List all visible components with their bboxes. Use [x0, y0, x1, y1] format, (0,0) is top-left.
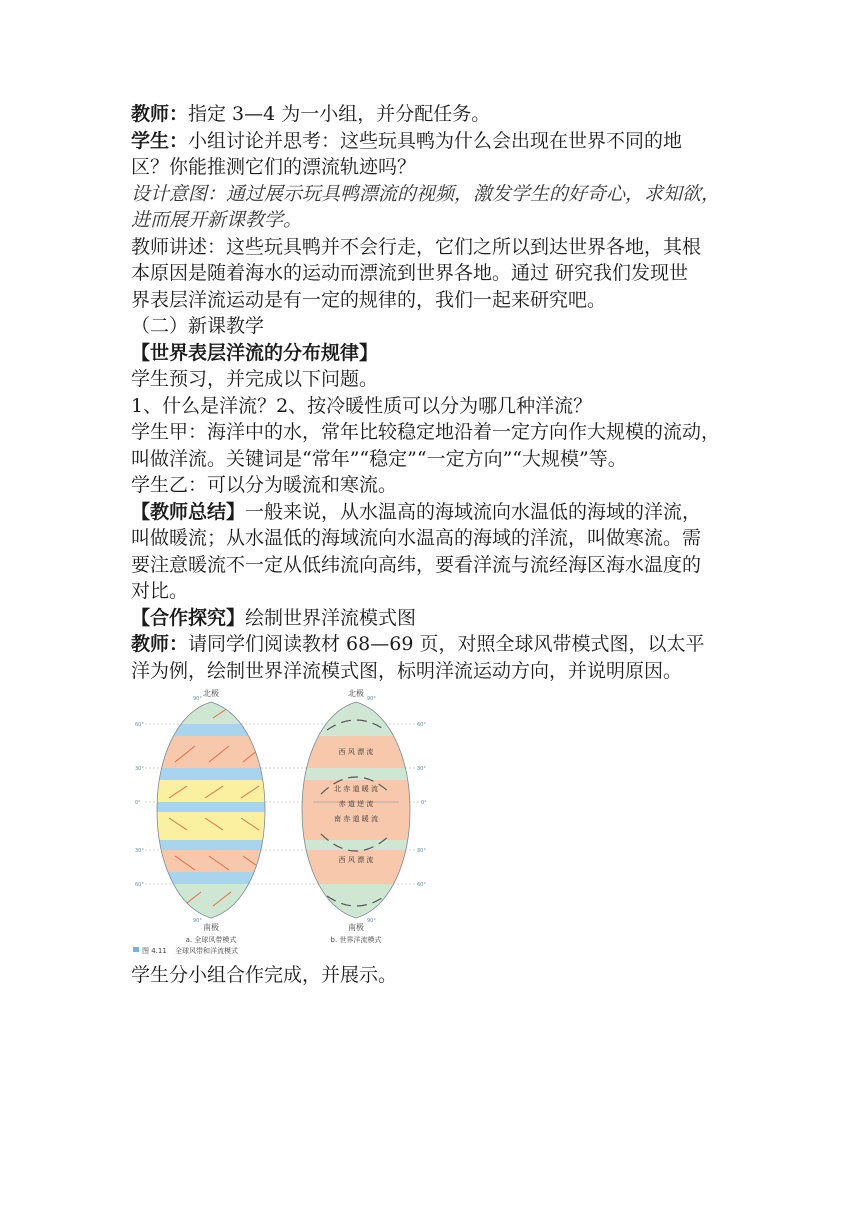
- north-pole-label-a: 北极: [203, 689, 219, 698]
- speaker-label: 教师：: [131, 103, 189, 125]
- teacher-summary: [131, 499, 737, 526]
- topic-heading: 【世界表层洋流的分布规律】: [131, 341, 379, 364]
- speaker-label: 教师：: [131, 633, 189, 655]
- question-text: 1、什么是洋流？2、按冷暖性质可以分为哪几种洋流？: [131, 394, 593, 417]
- svg-text:30°: 30°: [417, 766, 426, 772]
- paragraph-text: 学生预习，并完成以下问题。: [131, 368, 379, 390]
- lesson-text: [131, 101, 737, 684]
- svg-text:30°: 30°: [135, 848, 144, 854]
- wind-and-current-figure: [131, 684, 431, 956]
- svg-text:60°: 60°: [417, 722, 426, 728]
- label-south-equatorial: 南 赤 道 暖 流: [334, 815, 378, 823]
- inquiry-label: 【合作探究】: [131, 606, 246, 629]
- paragraph-text: 洋为例，绘制世界洋流模式图，标明洋流运动方向，并说明原因。: [131, 659, 683, 682]
- paragraph-student-discuss: [131, 128, 737, 155]
- svg-text:90°: 90°: [193, 918, 202, 924]
- paragraph-text: 叫做暖流；从水温低的海域流向水温高的海域的洋流，叫做寒流。需: [131, 527, 702, 549]
- paragraph-text: 指定 3—4 为一小组，并分配任务。: [188, 103, 491, 125]
- figure-marker: [133, 947, 139, 952]
- figure-diagram: [131, 684, 431, 956]
- cooperative-inquiry: [131, 605, 737, 632]
- south-pole-label-a: 南极: [203, 923, 219, 932]
- speaker-label: 学生：: [131, 129, 189, 152]
- paragraph-text: 小组讨论并思考：这些玩具鸭为什么会出现在世界不同的地: [188, 129, 683, 152]
- teacher-lecture-text: 界表层洋流运动是有一定的规律的，我们一起来研究吧。: [131, 288, 607, 311]
- section-heading: （二）新课教学: [131, 315, 265, 337]
- svg-text:30°: 30°: [417, 848, 426, 854]
- svg-text:0°: 0°: [135, 800, 141, 806]
- svg-text:60°: 60°: [417, 882, 426, 888]
- teacher-instruction: [131, 631, 737, 658]
- paragraph-teacher-assign: [131, 101, 737, 128]
- label-west-wind-drift-north: 西 风 漂 流: [338, 748, 374, 756]
- label-north-equatorial: 北 赤 道 暖 流: [334, 785, 378, 793]
- caption-b: b. 世界洋流模式: [330, 936, 382, 944]
- globe-wind-belts: [131, 698, 291, 924]
- design-intent-text: 设计意图：通过展示玩具鸭漂流的视频，激发学生的好奇心，求知欲，: [131, 182, 721, 205]
- label-west-wind-drift-south: 西 风 漂 流: [338, 856, 374, 864]
- paragraph-text: 请同学们阅读教材 68—69 页，对照全球风带模式图，以太平: [188, 633, 705, 655]
- paragraph-text: 区？你能推测它们的漂流轨迹吗？: [131, 156, 417, 178]
- svg-text:90°: 90°: [367, 696, 376, 702]
- closing-text: 学生分小组合作完成，并展示。: [131, 964, 398, 986]
- paragraph-text: 要注意暖流不一定从低纬流向高纬，要看洋流与流经海区海水温度的: [131, 553, 702, 576]
- summary-label: 【教师总结】: [131, 500, 246, 523]
- student-answer-text: 学生乙：可以分为暖流和寒流。: [131, 474, 398, 496]
- caption-a: a. 全球风带模式: [185, 936, 237, 944]
- design-intent-text: 进而展开新课教学。: [131, 209, 303, 231]
- svg-text:90°: 90°: [367, 918, 376, 924]
- teacher-lecture-text: 本原因是随着海水的运动而漂流到世界各地。通过 研究我们发现世: [131, 262, 689, 284]
- figure-number: 图 4.11: [142, 947, 167, 955]
- student-answer-text: 叫做洋流。关键词是“常年”“稳定”“一定方向”“大规模”等。: [131, 447, 627, 470]
- paragraph-text: 一般来说，从水温高的海域流向水温低的海域的洋流，: [245, 500, 702, 523]
- south-pole-label-b: 南极: [348, 923, 364, 932]
- student-answer-text: 学生甲：海洋中的水，常年比较稳定地沿着一定方向作大规模的流动，: [131, 421, 721, 443]
- teacher-lecture-text: 教师讲述：这些玩具鸭并不会行走，它们之所以到达世界各地，其根: [131, 235, 702, 258]
- svg-text:90°: 90°: [193, 696, 202, 702]
- svg-text:60°: 60°: [135, 722, 144, 728]
- paragraph-text: 对比。: [131, 580, 189, 602]
- north-pole-label-b: 北极: [348, 689, 364, 698]
- svg-text:60°: 60°: [135, 882, 144, 888]
- paragraph-text: 绘制世界洋流模式图: [245, 606, 417, 629]
- figure-title: 全球风带和洋流模式: [175, 947, 238, 955]
- label-equatorial-counter: 赤 道 逆 流: [338, 800, 374, 808]
- svg-text:30°: 30°: [135, 766, 144, 772]
- svg-text:0°: 0°: [421, 800, 427, 806]
